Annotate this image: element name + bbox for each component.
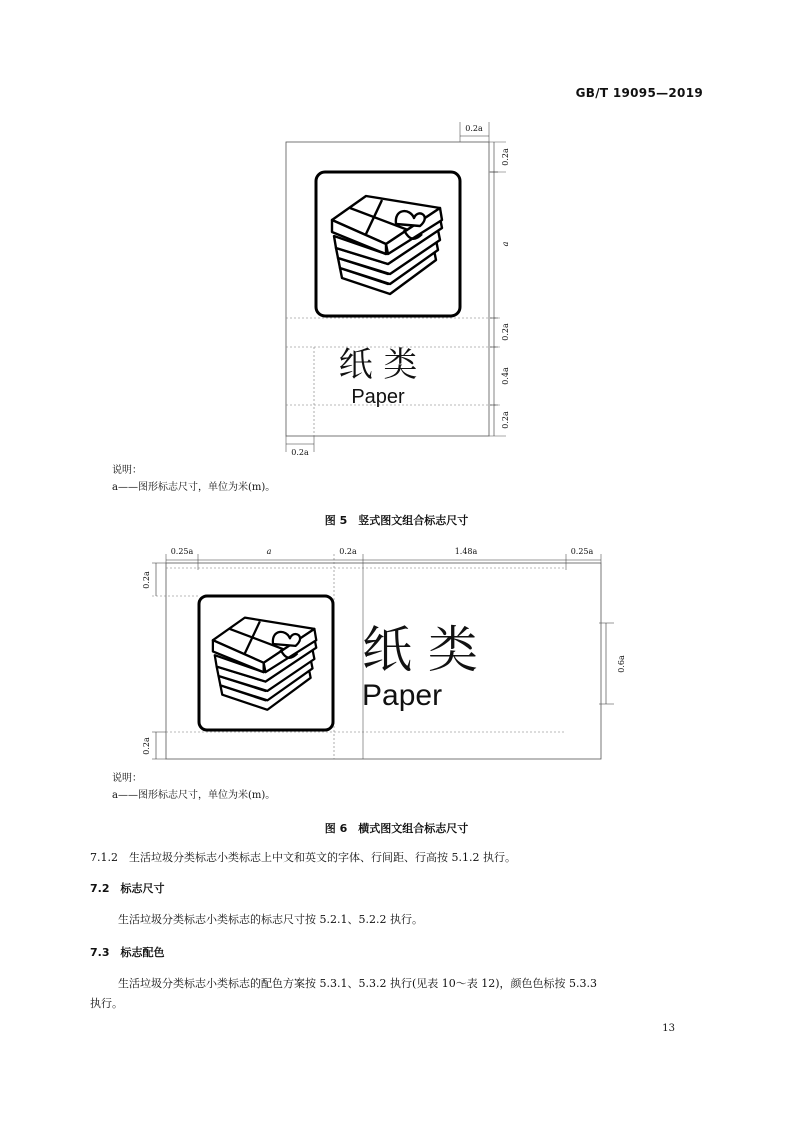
page-number: 13 [662,1023,675,1034]
fig6-dim-w1: 0.25a [170,547,194,556]
fig6-label-en: Paper [362,679,443,712]
fig5-dim-right-a: a [501,241,510,247]
fig6-dim-w4: 1.48a [454,547,478,556]
fig5-label-en: Paper [351,386,405,408]
fig5-legend [112,462,275,496]
fig6-dim-w3: 0.2a [339,547,357,556]
section-7-3-heading: 7.3 标志配色 [90,946,165,959]
fig6-legend [112,770,275,804]
fig6-legend-title: 说明： [112,773,142,784]
paper-icon [316,172,460,316]
fig5-dim-right-text: 0.4a [501,367,510,385]
fig6-legend-item: a——图形标志尺寸，单位为米(m)。 [112,790,276,801]
fig5-dim-right-gap: 0.2a [501,323,510,341]
fig5-dim-right-top: 0.2a [501,148,510,166]
fig6-caption: 图 6 横式图文组合标志尺寸 [324,822,469,835]
fig5-dim-right-bottom: 0.2a [501,411,510,429]
fig5-label-cn: 纸 类 [338,345,418,385]
paper-icon [199,596,333,730]
section-7-2-text: 生活垃圾分类标志小类标志的标志尺寸按 5.2.1、5.2.2 执行。 [118,913,423,926]
figure-5-vertical-sign [270,118,530,458]
section-7-1-2: 7.1.2 生活垃圾分类标志小类标志上中文和英文的字体、行间距、行高按 5.1.2 执行。 [90,851,516,864]
section-7-2-heading: 7.2 标志尺寸 [90,882,165,895]
fig5-dim-bottom-left: 0.2a [291,448,309,457]
fig6-dim-w2: a [266,547,272,556]
section-7-3-text-line1: 生活垃圾分类标志小类标志的配色方案按 5.3.1、5.3.2 执行(见表 10～表 12)，颜色色标按 5.3.3 [118,977,598,990]
section-7-3-text-line2: 执行。 [90,997,123,1010]
figure-6-horizontal-sign [136,540,636,768]
fig6-dim-left-top: 0.2a [142,571,151,589]
fig6-dim-w5: 0.25a [570,547,594,556]
fig5-dim-top: 0.2a [465,124,483,133]
standard-number: GB/T 19095—2019 [575,86,703,100]
fig5-caption: 图 5 竖式图文组合标志尺寸 [324,514,469,527]
fig6-label-cn: 纸 类 [362,621,478,679]
fig5-legend-title: 说明： [112,465,142,476]
fig6-dim-left-bottom: 0.2a [142,737,151,755]
fig5-legend-item: a——图形标志尺寸，单位为米(m)。 [112,482,276,493]
fig6-dim-right-text: 0.6a [617,655,626,673]
